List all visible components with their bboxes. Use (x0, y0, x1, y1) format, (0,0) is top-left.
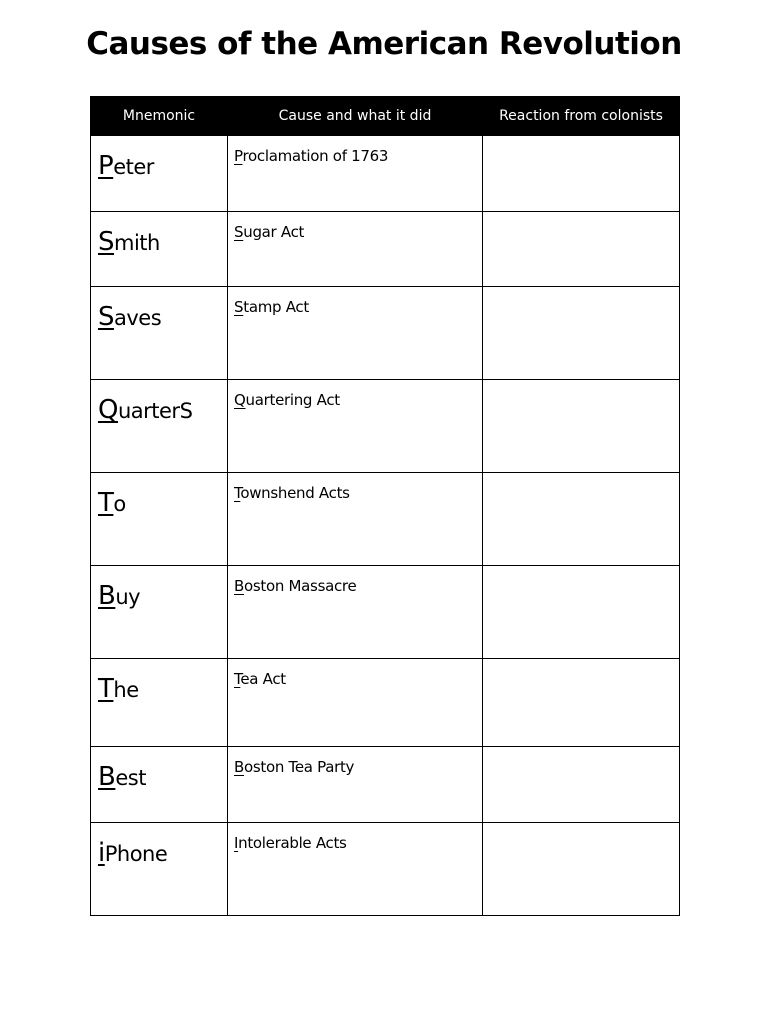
table-row (91, 659, 680, 747)
cause-first-letter: Q (234, 391, 246, 409)
reaction-cell[interactable] (483, 287, 680, 380)
mnemonic-first-letter: T (98, 674, 114, 704)
mnemonic-rest: uarterS (117, 399, 193, 423)
cause-cell (228, 823, 483, 916)
mnemonic-word (91, 747, 227, 792)
mnemonic-cell (91, 473, 228, 566)
cause-cell (228, 212, 483, 287)
header-mnemonic: Mnemonic (91, 97, 228, 136)
mnemonic-rest: aves (114, 306, 162, 330)
table-row (91, 747, 680, 823)
cause-rest: oston Tea Party (244, 758, 355, 776)
cause-rest: ownshend Acts (240, 484, 350, 502)
cause-first-letter: T (234, 484, 241, 502)
cause-first-letter: I (234, 834, 239, 852)
reaction-cell[interactable] (483, 473, 680, 566)
cause-cell (228, 659, 483, 747)
reaction-cell[interactable] (483, 136, 680, 212)
mnemonic-first-letter: B (98, 581, 116, 611)
mnemonic-word (91, 380, 227, 425)
cause-first-letter: S (234, 223, 244, 241)
mnemonic-cell (91, 287, 228, 380)
mnemonic-rest: he (113, 678, 139, 702)
reaction-cell[interactable] (483, 380, 680, 473)
mnemonic-rest: eter (113, 155, 154, 179)
mnemonic-rest: mith (114, 231, 160, 255)
table-row (91, 212, 680, 287)
reaction-cell[interactable] (483, 212, 680, 287)
table-row (91, 380, 680, 473)
table-row (91, 823, 680, 916)
mnemonic-word (91, 212, 227, 257)
cause-text (228, 823, 482, 853)
mnemonic-first-letter: S (98, 302, 115, 332)
cause-text (228, 287, 482, 317)
reaction-cell[interactable] (483, 659, 680, 747)
cause-cell (228, 136, 483, 212)
cause-rest: roclamation of 1763 (242, 147, 389, 165)
cause-text (228, 473, 482, 503)
mnemonic-word (91, 287, 227, 332)
mnemonic-cell (91, 212, 228, 287)
cause-cell (228, 566, 483, 659)
mnemonic-rest: est (115, 766, 146, 790)
reaction-cell[interactable] (483, 566, 680, 659)
header-reaction: Reaction from colonists (483, 97, 680, 136)
cause-first-letter: P (234, 147, 243, 165)
mnemonic-cell (91, 659, 228, 747)
mnemonic-cell (91, 566, 228, 659)
cause-rest: oston Massacre (244, 577, 357, 595)
mnemonic-word (91, 473, 227, 518)
header-cause: Cause and what it did (228, 97, 483, 136)
cause-text (228, 380, 482, 410)
cause-text (228, 136, 482, 166)
mnemonic-cell (91, 823, 228, 916)
mnemonic-word (91, 823, 227, 868)
causes-table (90, 96, 680, 916)
mnemonic-first-letter: T (98, 488, 114, 518)
table-row (91, 566, 680, 659)
table-row (91, 473, 680, 566)
mnemonic-first-letter: P (98, 151, 114, 181)
cause-cell (228, 747, 483, 823)
mnemonic-first-letter: i (98, 838, 105, 868)
cause-first-letter: S (234, 298, 244, 316)
cause-cell (228, 287, 483, 380)
mnemonic-cell (91, 136, 228, 212)
mnemonic-word (91, 566, 227, 611)
mnemonic-first-letter: S (98, 227, 115, 257)
cause-text (228, 747, 482, 777)
cause-text (228, 566, 482, 596)
reaction-cell[interactable] (483, 823, 680, 916)
cause-text (228, 659, 482, 689)
reaction-cell[interactable] (483, 747, 680, 823)
mnemonic-first-letter: B (98, 762, 116, 792)
cause-rest: ea Act (240, 670, 286, 688)
cause-rest: ugar Act (243, 223, 305, 241)
cause-first-letter: B (234, 758, 244, 776)
mnemonic-cell (91, 747, 228, 823)
table-row (91, 287, 680, 380)
cause-rest: tamp Act (243, 298, 309, 316)
page-title: Causes of the American Revolution (86, 26, 682, 62)
cause-text (228, 212, 482, 242)
mnemonic-rest: Phone (104, 842, 168, 866)
table-row (91, 136, 680, 212)
cause-first-letter: B (234, 577, 244, 595)
cause-cell (228, 473, 483, 566)
mnemonic-word (91, 136, 227, 181)
cause-first-letter: T (234, 670, 241, 688)
cause-cell (228, 380, 483, 473)
mnemonic-rest: uy (115, 585, 141, 609)
cause-rest: ntolerable Acts (238, 834, 347, 852)
cause-rest: uartering Act (245, 391, 340, 409)
table-header-row (91, 97, 680, 136)
mnemonic-rest: o (113, 492, 126, 516)
mnemonic-first-letter: Q (98, 395, 118, 425)
mnemonic-cell (91, 380, 228, 473)
mnemonic-word (91, 659, 227, 704)
